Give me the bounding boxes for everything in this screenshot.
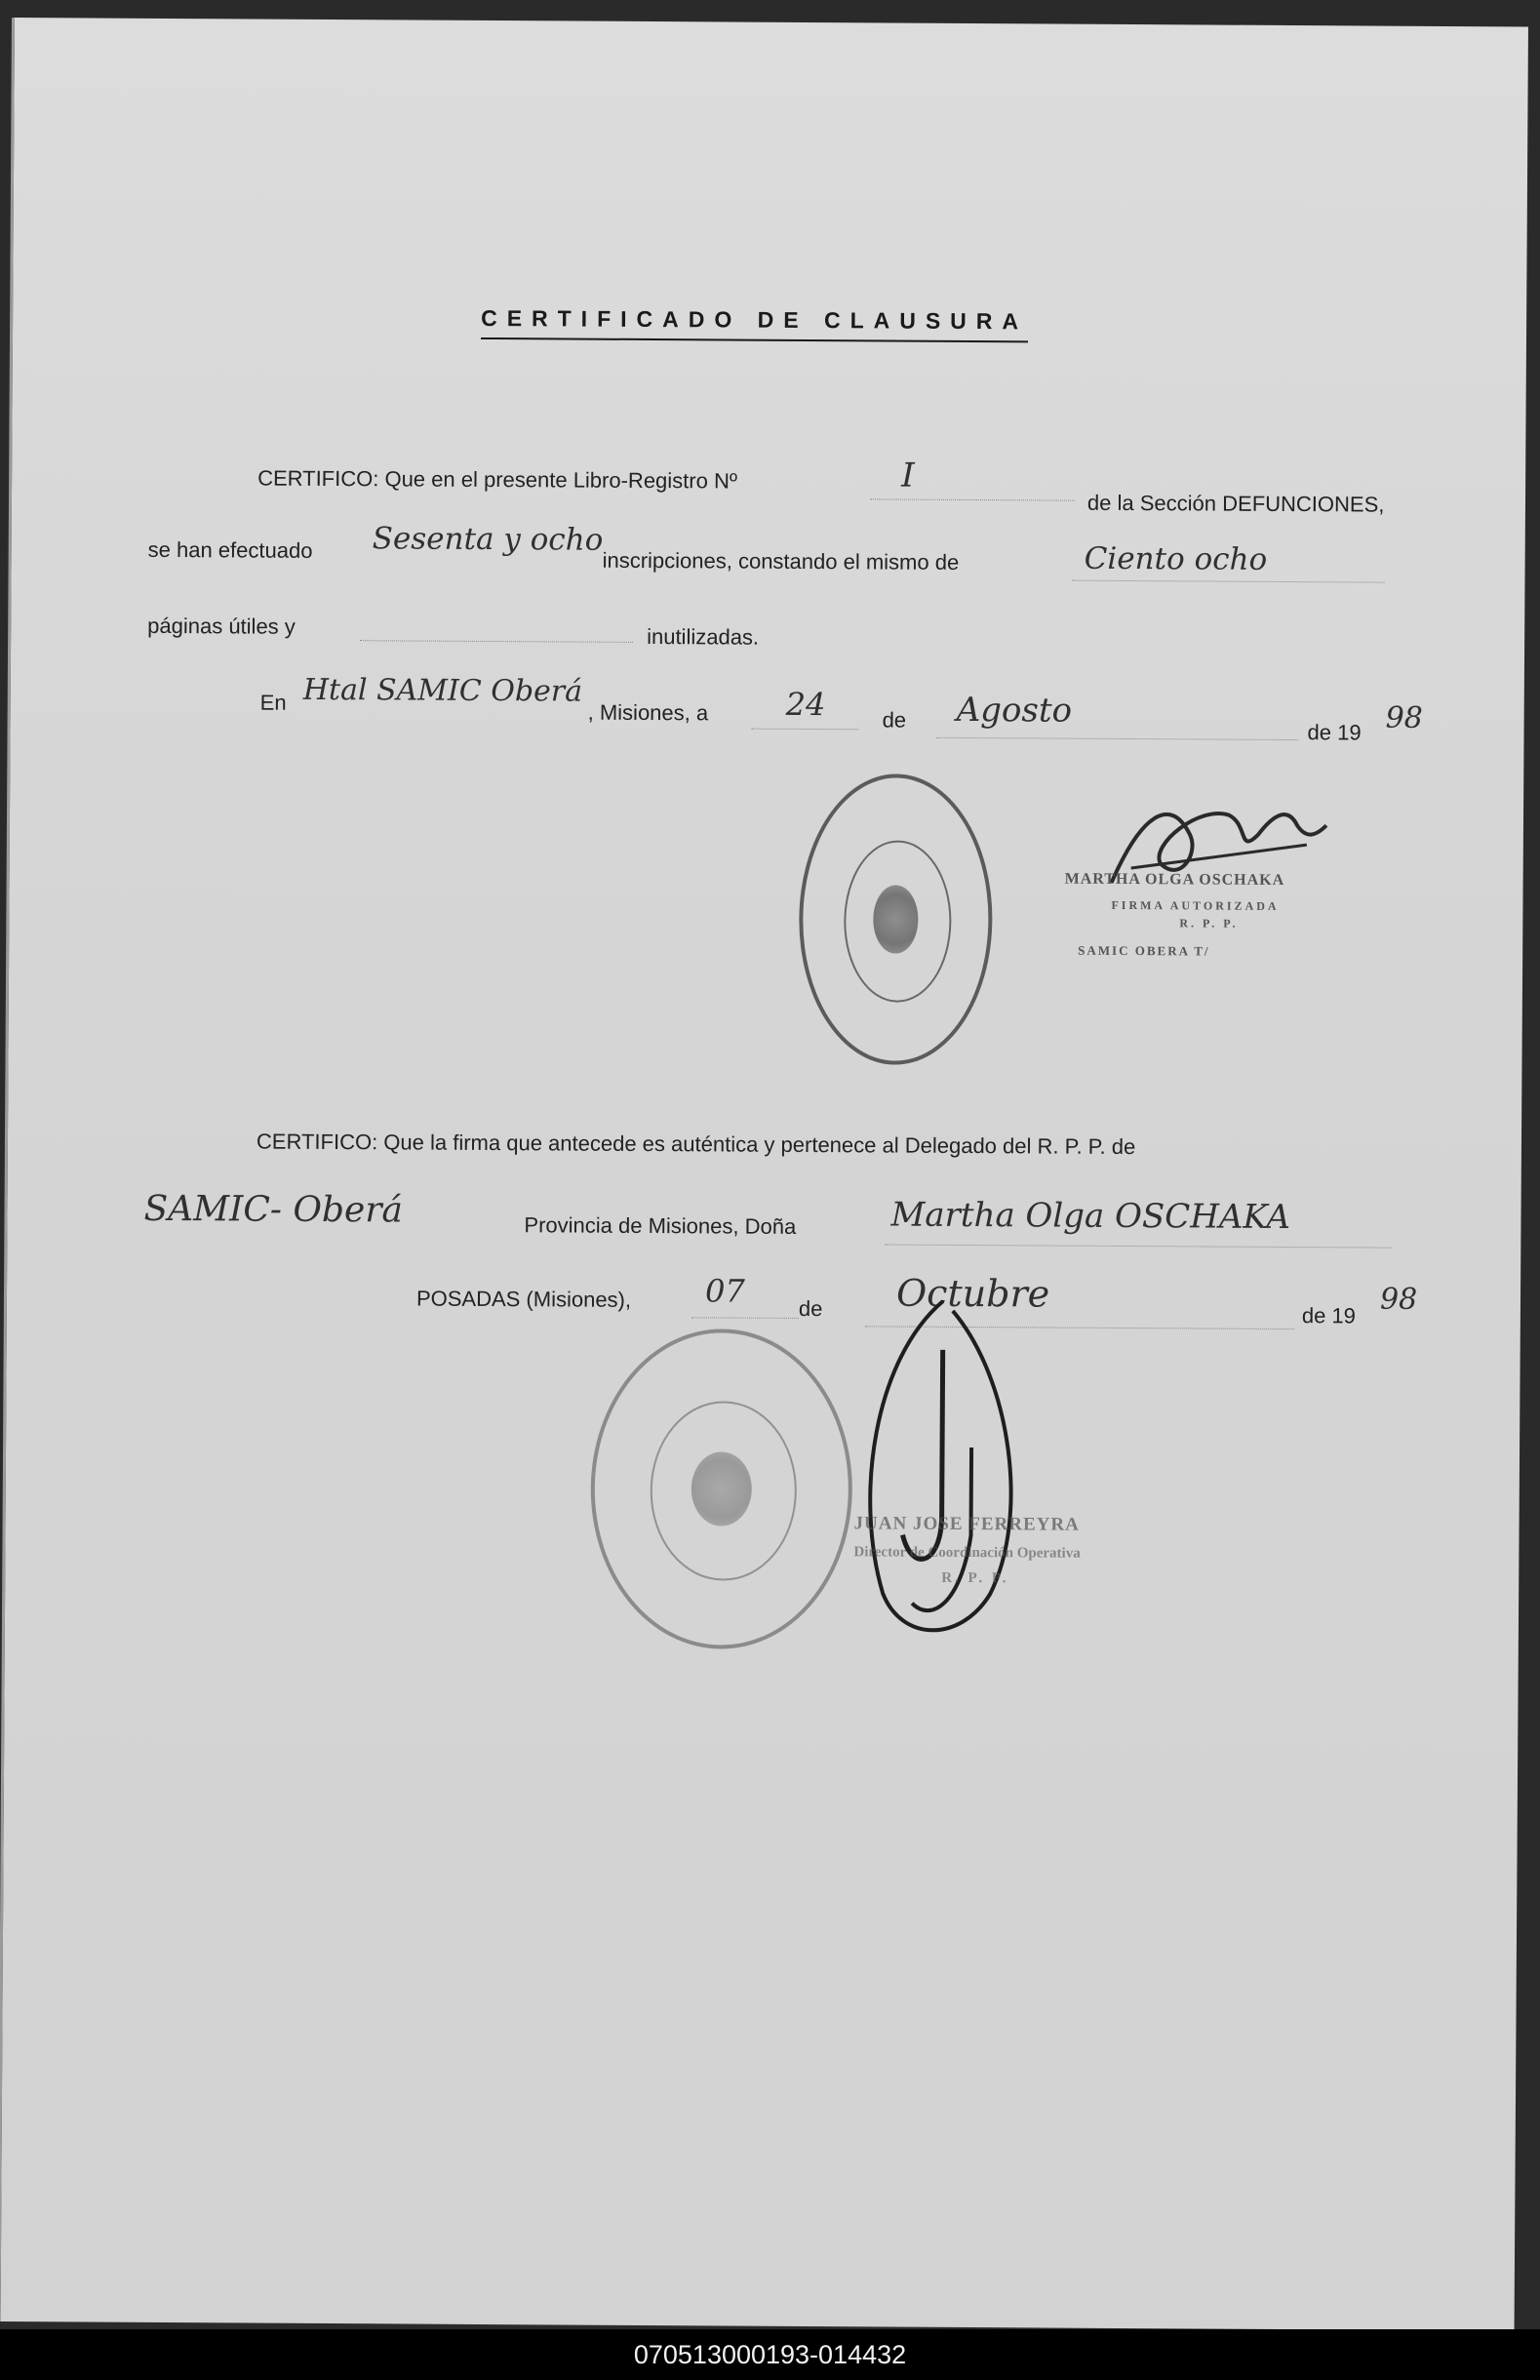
misiones-label: , Misiones, a	[587, 699, 709, 726]
official-seal-1	[798, 774, 993, 1065]
inscripciones-cantidad: Sesenta y ocho	[372, 521, 604, 558]
seccion-label: de la Sección DEFUNCIONES,	[1086, 490, 1385, 517]
certificate-page	[0, 18, 1528, 2330]
paginas-label: páginas útiles y	[147, 613, 296, 639]
month: Agosto	[956, 690, 1073, 731]
posadas-label: POSADAS (Misiones),	[415, 1286, 632, 1312]
year-2-prefix: de 19	[1301, 1303, 1357, 1329]
paginas-line	[1072, 580, 1384, 583]
registro-label: CERTIFICO: Que en el presente Libro-Registro Nº	[257, 465, 738, 494]
registro-line	[870, 498, 1075, 500]
day-2: 07	[704, 1272, 745, 1310]
month-2: Octubre	[895, 1271, 1050, 1316]
person-line	[885, 1244, 1392, 1248]
paginas-cantidad: Ciento ocho	[1084, 540, 1268, 577]
de-label-2: de	[798, 1295, 823, 1322]
day-2-line	[691, 1317, 799, 1319]
place-2: SAMIC- Oberá	[143, 1188, 404, 1231]
year-suffix: 98	[1385, 700, 1423, 735]
de-label: de	[882, 707, 907, 733]
inscripciones-label: inscripciones, constando el mismo de	[602, 547, 960, 575]
day: 24	[785, 685, 826, 724]
document-id: 070513000193-014432	[633, 2340, 907, 2369]
year-prefix: de 19	[1307, 720, 1362, 745]
signature-1-role: FIRMA AUTORIZADA	[1111, 897, 1280, 913]
registro-numero: I	[901, 456, 915, 496]
efectuado-label: se han efectuado	[147, 536, 313, 563]
year-2-suffix: 98	[1379, 1282, 1418, 1317]
inutilizadas-line	[360, 640, 633, 643]
en-label: En	[259, 690, 287, 715]
signature-2-org: R. P. P.	[941, 1569, 1009, 1587]
autenticidad-label: CERTIFICO: Que la firma que antecede es auténtica y pertenece al Delegado del R. P. P. de	[256, 1129, 1136, 1160]
signature-2-mark	[844, 1281, 1041, 1652]
signature-2-role: Director de Coordinación Operativa	[853, 1544, 1081, 1562]
place: Htal SAMIC Oberá	[302, 672, 583, 709]
signature-1-name: MARTHA OLGA OSCHAKA	[1064, 870, 1285, 889]
inutilizadas-label: inutilizadas.	[647, 623, 760, 650]
signature-2-name: JUAN JOSE FERREYRA	[853, 1513, 1080, 1535]
day-line	[752, 729, 859, 731]
certificate-title: CERTIFICADO DE CLAUSURA	[481, 305, 1028, 342]
provincia-label: Provincia de Misiones, Doña	[524, 1212, 797, 1239]
person: Martha Olga OSCHAKA	[890, 1195, 1291, 1238]
month-line	[937, 737, 1298, 740]
document-id-bar	[0, 2329, 1540, 2380]
official-seal-2	[590, 1329, 853, 1650]
signature-1-location: SAMIC OBERA T/	[1078, 942, 1210, 959]
signature-1-org: R. P. P.	[1179, 916, 1239, 931]
